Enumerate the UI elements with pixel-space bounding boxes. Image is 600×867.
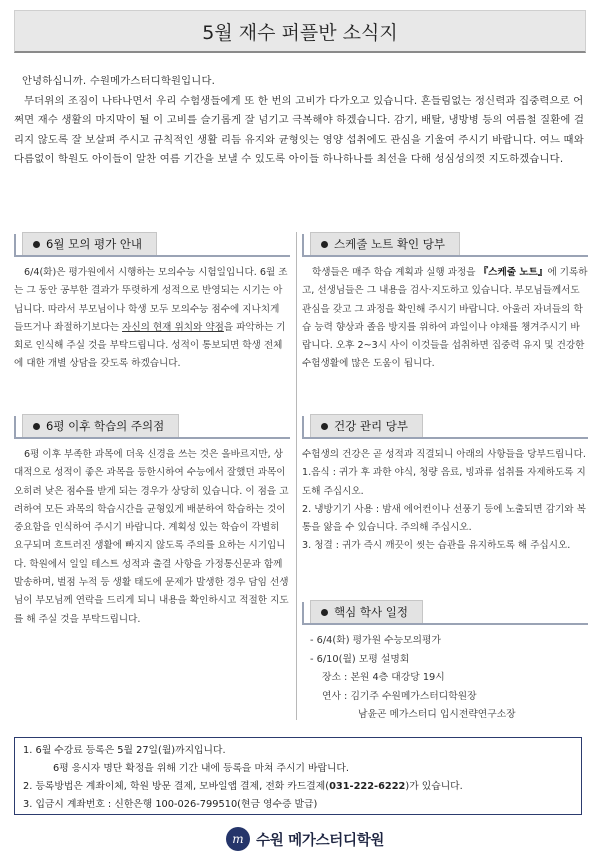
health-item: 2. 냉방기기 사용 : 밤새 에어컨이나 선풍기 등에 노출되면 감기와 복통을 앓을 수 있습니다. 주의해 주십시오.: [302, 503, 586, 534]
schedule-item: 연사 : 김기주 수원메가스터디학원장: [322, 690, 477, 702]
bullet-icon: [33, 241, 40, 248]
section-after-june: [14, 414, 290, 629]
intro: [14, 72, 586, 170]
heading-text: 6평 이후 학습의 주의점: [46, 419, 165, 433]
heading-text: 스케줄 노트 확인 당부: [334, 237, 445, 251]
heading-text: 6월 모의 평가 안내: [46, 237, 143, 251]
notice-line: 6평 응시자 명단 확정을 위해 기간 내에 등록을 마쳐 주시기 바랍니다.: [53, 763, 350, 774]
bullet-icon: [321, 241, 328, 248]
schedule-note-text: 학생들은 매주 학습 계획과 실행 과정을 『스케줄 노트』에 기록하고, 선생님들은 그 내용을 검사·지도하고 있습니다. 부모님들께서도 관심을 갖고 그 과정을 확인해 주시기 바랍니다. 아울러 자녀들의 학습 능력 향상과 졸음 방지를 위하여 과일이나 야채를 챙겨주시기 바랍니다. 오후 2~3시 사이 이것들을 섭취하면 집중력 유지 및 건강한 수험생활에 많은 도움이 됩니다.: [302, 267, 588, 370]
section-heading: [302, 414, 588, 438]
section-schedule-note: [302, 232, 588, 374]
bullet-icon: [33, 423, 40, 430]
schedule-item: - 6/10(월) 모평 설명회: [310, 653, 410, 665]
newsletter-title: [14, 10, 586, 53]
section-mock-exam: [14, 232, 290, 374]
heading-text: 건강 관리 당부: [334, 419, 408, 433]
section-health: [302, 414, 588, 556]
schedule-item: 장소 : 본원 4층 대강당 19시: [322, 672, 445, 683]
underlined-phrase: 자신의 현재 위치와 약점: [122, 321, 224, 333]
notice-line: 1. 6월 수강료 등록은 5월 27일(월)까지입니다.: [23, 745, 226, 756]
intro-body: 무더위의 조짐이 나타나면서 우리 수험생들에게 또 한 번의 고비가 다가오고 있습니다. 흔들림없는 정신력과 집중력으로 어쩌면 재수 생활의 마지막이 될 이 고비를 슬기롭게 잘 넘기고 극복해야 하겠습니다. 감기, 배탈, 냉방병 등의 여름철 질환에 걸리지 않도록 잘 보살펴 주시고 규칙적인 생활 리듬 유지와 균형잇는 영양 섭취에도 관심을 기울여 주시기 바랍니다. 여느 때와 다름없이 학원도 아이들이 알찬 여름 기간을 보낼 수 있도록 아이들 하나하나를 최선을 다해 성심성의껏 지도하겠습니다.: [14, 94, 585, 165]
phone-number: 031-222-6222: [329, 781, 406, 792]
section-heading: [14, 414, 290, 438]
notice-line: 2. 등록방법은 계좌이체, 학원 방문 결제, 모바일앱 결제, 전화 카드결제(031-222-6222)가 있습니다.: [23, 781, 463, 792]
health-intro: 수험생의 건강은 곧 성적과 직결되니 아래의 사항들을 당부드립니다.: [302, 449, 586, 460]
intro-greeting: 안녕하십니까. 수원메가스터디학원입니다.: [22, 75, 216, 87]
schedule-note-bold: 『스케줄 노트』: [478, 267, 548, 278]
section-heading: [14, 232, 290, 256]
schedule-item: 남윤곤 메가스터디 입시전략연구소장: [358, 709, 516, 720]
logo-name: 수원 메가스터디학원: [256, 832, 385, 849]
notice-line: 3. 입금시 계좌번호 : 신한은행 100-026-799510(현금 영수증 발급): [23, 799, 318, 810]
title-text: 5월 재수 퍼플반 소식지: [202, 21, 398, 44]
heading-text: 핵심 학사 일정: [334, 605, 408, 619]
section-key-schedule: [302, 600, 588, 725]
column-divider: [296, 232, 297, 720]
section-heading: [302, 600, 588, 624]
mock-exam-text: 6/4(화)은 평가원에서 시행하는 모의수능 시험일입니다. 6월 조는 그 동안 공부한 결과가 뚜렷하게 성적으로 반영되는 시기는 아닙니다. 따라서 부모님이나 학생 모두 모의수능 점수에 지나치게 들뜨거나 좌절하기보다는 자신의 현재 위치와 약점을 파악하는 기회로 인식해 주실 것을 부탁드립니다. 성적이 통보되면 학생 전체에 대한 개별 상담을 갖도록 하겠습니다.: [14, 267, 288, 370]
health-item: 3. 청결 : 귀가 즉시 깨끗이 씻는 습관을 유지하도록 해 주십시오.: [302, 540, 571, 552]
schedule-list: [302, 632, 588, 725]
schedule-item: - 6/4(화) 평가원 수능모의평가: [310, 635, 441, 646]
notice-box: [14, 737, 582, 815]
academy-logo: [226, 822, 384, 856]
health-item: 1.음식 : 귀가 후 과한 야식, 청량 음료, 빙과류 섭취를 자제하도록 지도해 주십시오.: [302, 467, 586, 497]
section-heading: [302, 232, 588, 256]
bullet-icon: [321, 423, 328, 430]
megastudy-logo-icon: m: [226, 827, 250, 851]
bullet-icon: [321, 609, 328, 616]
after-june-text: 6평 이후 부족한 과목에 더욱 신경을 쓰는 것은 올바르지만, 상대적으로 성적이 좋은 과목을 등한시하여 수능에서 잘했던 과목이 오히려 낮은 점수를 받게 되는 경우가 상당히 있습니다. 이 점을 고려하여 모든 과목의 학습시간을 균형있게 배분하여 학습하는 것이 중요함을 인식하여 주시기 바랍니다. 계획성 있는 학습이 각별히 요구되며 흐트러진 생활에 빠지지 않도록 주의를 요하는 시기입니다. 학원에서 일일 테스트 성적과 출결 사항을 가정통신문과 함께 발송하며, 벌점 누적 등 생활 태도에 문제가 발생한 경우 담임 선생님이 부모님께 연락을 드리게 되니 내용을 확인하시고 적절한 지도를 해 주실 것을 부탁드립니다.: [14, 449, 289, 625]
